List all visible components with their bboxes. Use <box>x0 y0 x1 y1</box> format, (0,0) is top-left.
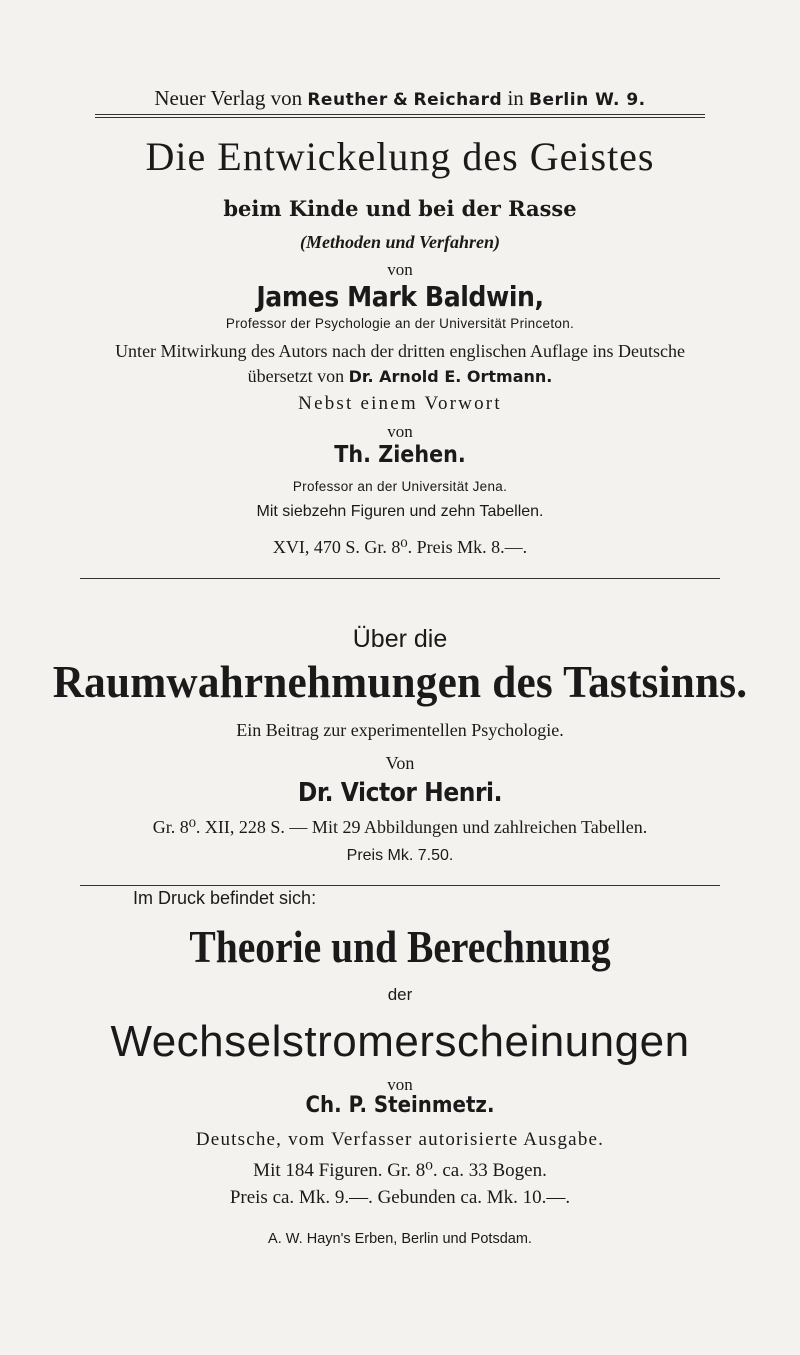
ad3-von: von <box>387 1075 413 1094</box>
publisher-name-1: Reuther <box>307 90 388 110</box>
ad1-details: XVI, 470 S. Gr. 8⁰. Preis Mk. 8.—. <box>272 537 528 557</box>
divider-1 <box>80 578 720 579</box>
ad2-author: Dr. Victor Henri. <box>297 778 503 808</box>
ad1-author: James Mark Baldwin, <box>256 280 544 313</box>
ad3-der: der <box>387 985 413 1004</box>
publisher-ampersand: & <box>392 90 409 110</box>
ad3-price: Preis ca. Mk. 9.—. Gebunden ca. Mk. 10.—. <box>229 1187 571 1208</box>
ad1-methods: (Methoden und Verfahren) <box>299 232 501 252</box>
divider-2 <box>80 885 720 886</box>
publisher-city: Berlin W. 9. <box>529 90 646 110</box>
publisher-name-2: Reichard <box>413 90 503 110</box>
ad3-title2: Wechselstromerscheinungen <box>110 1017 690 1066</box>
ad1-translation-line1: Unter Mitwirkung des Autors nach der dritten englischen Auflage ins Deutsche <box>115 341 685 361</box>
header-in: in <box>507 86 524 110</box>
ad2-price: Preis Mk. 7.50. <box>346 847 454 864</box>
ad1-foreword-author: Th. Ziehen. <box>334 442 466 468</box>
ad1-translation-prefix: übersetzt von <box>247 366 345 386</box>
ad3-title1: Theorie und Berechnung <box>189 921 611 972</box>
ad1-translator: Dr. Arnold E. Ortmann. <box>348 367 553 386</box>
ad1-foreword: Nebst einem Vorwort <box>298 393 502 414</box>
ad2-title: Raumwahrnehmungen des Tastsinns. <box>52 656 748 707</box>
ad2-subtitle: Ein Beitrag zur experimentellen Psychologie. <box>236 720 564 740</box>
ad1-translation-line2 <box>0 366 800 387</box>
ad1-von: von <box>387 260 413 279</box>
printer-imprint: A. W. Hayn's Erben, Berlin und Potsdam. <box>268 1231 532 1247</box>
ad2-von: Von <box>385 753 415 773</box>
ad3-figures: Mit 184 Figuren. Gr. 8⁰. ca. 33 Bogen. <box>253 1160 547 1181</box>
ad1-von2: von <box>387 422 413 441</box>
ad1-title: Die Entwickelung des Geistes <box>145 134 655 179</box>
ad3-author: Ch. P. Steinmetz. <box>305 1093 495 1118</box>
ad1-foreword-role: Professor an der Universität Jena. <box>292 479 508 494</box>
ad3-edition: Deutsche, vom Verfasser autorisierte Ausgabe. <box>195 1129 605 1150</box>
ad3-status: Im Druck befindet sich: <box>133 888 317 908</box>
ad2-pre: Über die <box>352 625 448 653</box>
publisher-header <box>0 86 800 111</box>
header-double-rule <box>95 114 705 115</box>
ad1-author-role: Professor der Psychologie an der Universität Princeton. <box>225 316 575 331</box>
ad2-details: Gr. 8⁰. XII, 228 S. — Mit 29 Abbildungen und zahlreichen Tabellen. <box>152 817 648 837</box>
header-prefix: Neuer Verlag von <box>154 86 303 110</box>
ad1-subtitle: beim Kinde und bei der Rasse <box>223 196 577 221</box>
ad1-figures: Mit siebzehn Figuren und zehn Tabellen. <box>256 503 544 520</box>
